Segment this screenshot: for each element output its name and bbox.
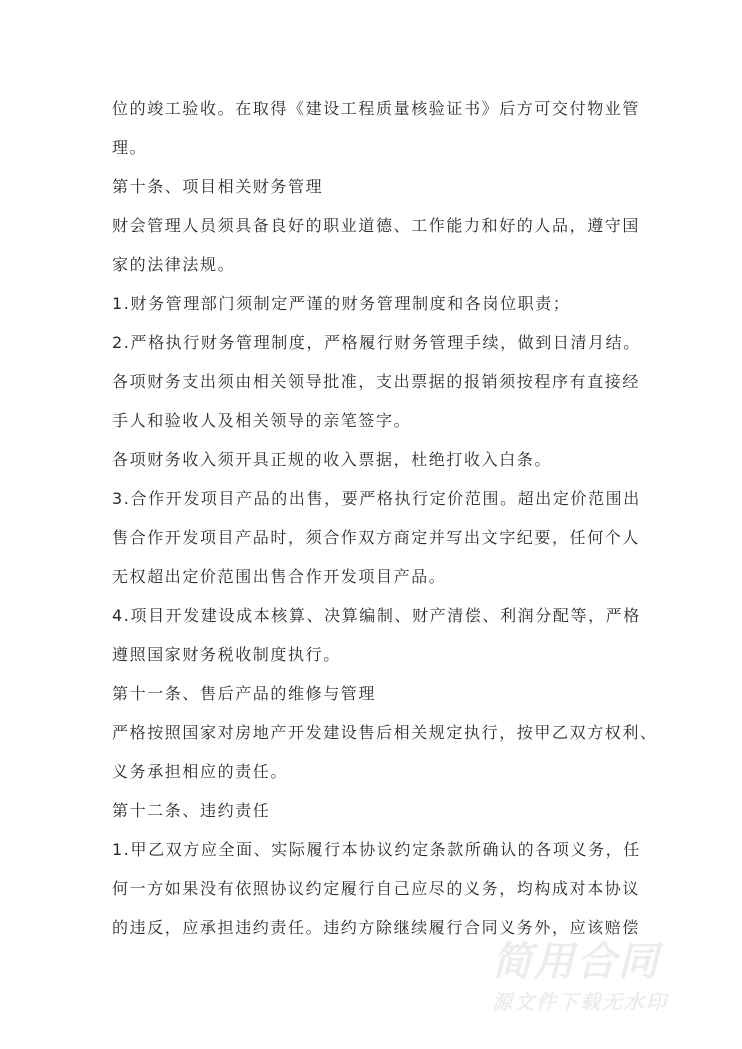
text-line: 义务承担相应的责任。 (112, 762, 289, 781)
text-line: 家的法律法规。 (112, 255, 236, 274)
text-line: 的违反，应承担违约责任。违约方除继续履行合同义务外，应该赔偿 (112, 918, 641, 937)
watermark-subtitle: 源文件下载无水印 (492, 990, 668, 1014)
text-line: 3.合作开发项目产品的出售，要严格执行定价范围。超出定价范围出 (112, 489, 641, 508)
text-line: 何一方如果没有依照协议约定履行自己应尽的义务，均构成对本协议 (112, 879, 641, 898)
text-line: 第十一条、售后产品的维修与管理 (112, 684, 377, 703)
text-line: 无权超出定价范围出售合作开发项目产品。 (112, 567, 447, 586)
text-line: 4.项目开发建设成本核算、决算编制、财产清偿、利润分配等，严格 (112, 606, 641, 625)
text-line: 1.财务管理部门须制定严谨的财务管理制度和各岗位职责； (112, 294, 571, 313)
text-line: 各项财务支出须由相关领导批准，支出票据的报销须按程序有直接经 (112, 372, 641, 391)
text-line: 售合作开发项目产品时，须合作双方商定并写出文字纪要，任何个人 (112, 528, 641, 547)
text-line: 第十条、项目相关财务管理 (112, 177, 324, 196)
text-line: 财会管理人员须具备良好的职业道德、工作能力和好的人品，遵守国 (112, 216, 641, 235)
text-line: 第十二条、违约责任 (112, 801, 271, 820)
text-line: 各项财务收入须开具正规的收入票据，杜绝打收入白条。 (112, 450, 553, 469)
text-line: 位的竣工验收。在取得《建设工程质量核验证书》后方可交付物业管 (112, 99, 641, 118)
watermark-title: 简用合同 (492, 939, 660, 985)
text-line: 理。 (112, 138, 148, 157)
text-line: 1.甲乙双方应全面、实际履行本协议约定条款所确认的各项义务，任 (112, 840, 641, 859)
text-line: 2.严格执行财务管理制度，严格履行财务管理手续，做到日清月结。 (112, 333, 641, 352)
text-line: 手人和验收人及相关领导的亲笔签字。 (112, 411, 412, 430)
text-line: 严格按照国家对房地产开发建设售后相关规定执行，按甲乙双方权利、 (112, 723, 658, 742)
text-line: 遵照国家财务税收制度执行。 (112, 645, 341, 664)
